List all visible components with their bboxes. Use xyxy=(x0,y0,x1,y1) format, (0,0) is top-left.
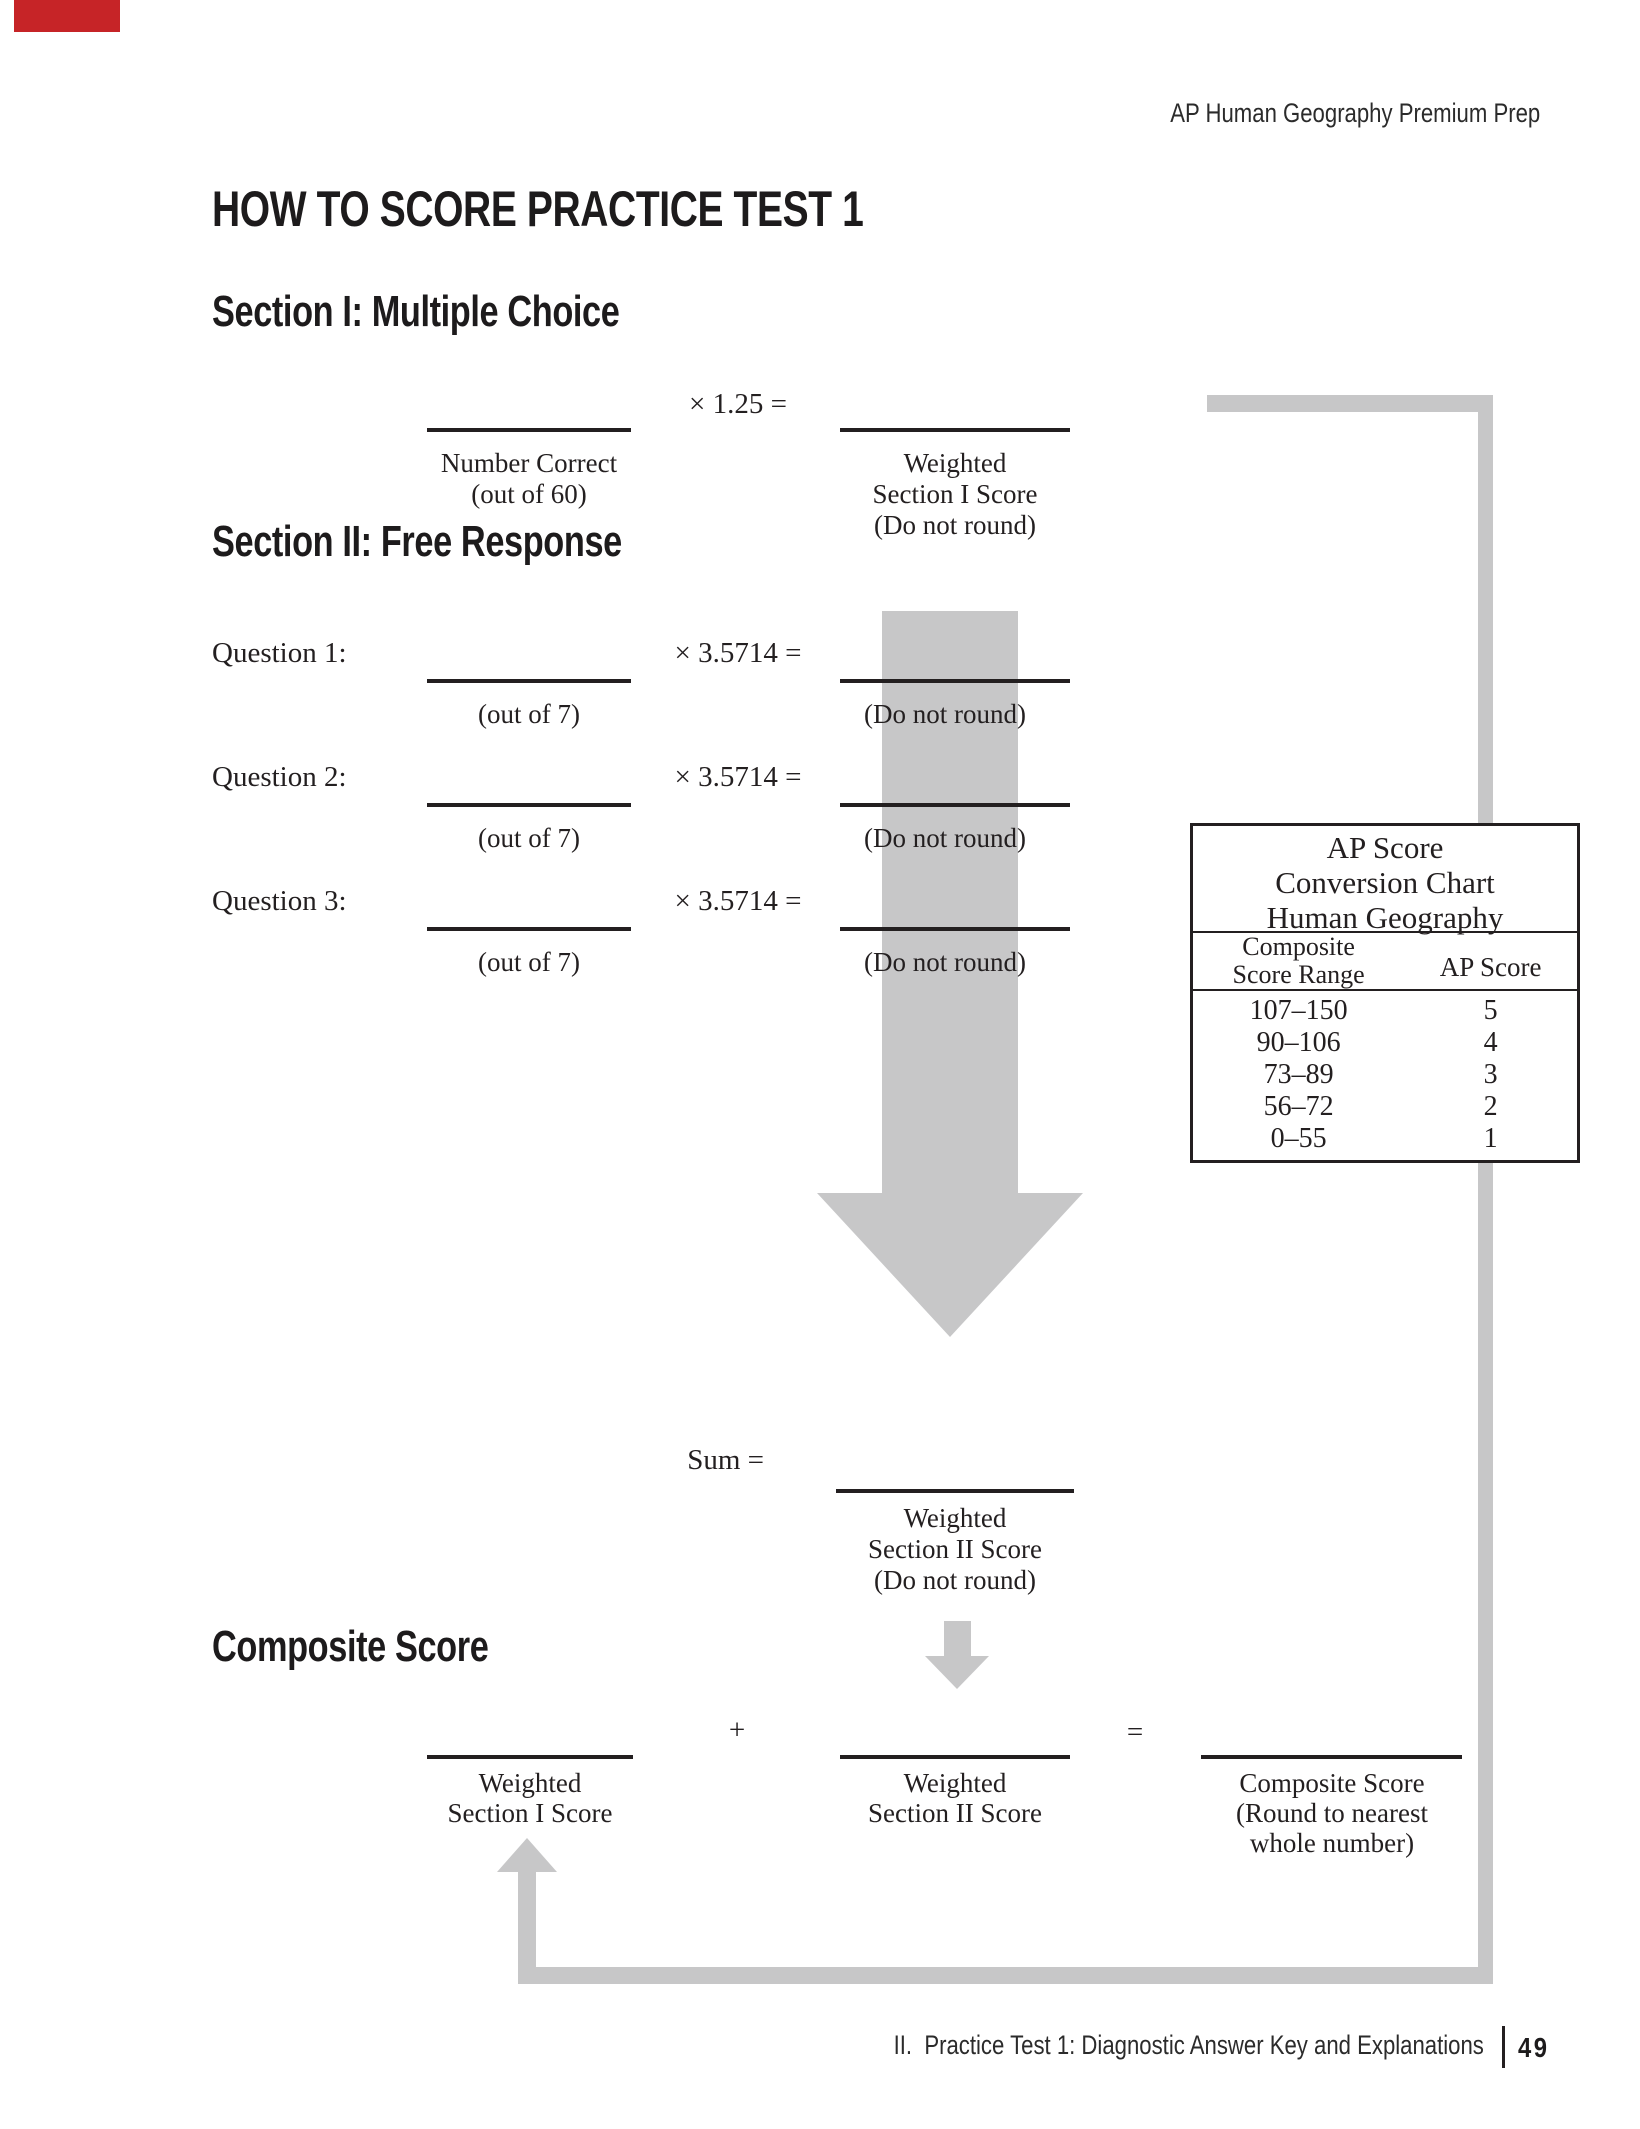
table-row: 0–55 1 xyxy=(1270,1123,1498,1154)
q2-do-not-round-label: (Do not round) xyxy=(864,823,1026,853)
section-i-multiplier: × 1.25 = xyxy=(689,388,787,420)
conversion-chart-rows xyxy=(1193,991,1577,1161)
question-2-label: Question 2: xyxy=(212,761,347,793)
q1-do-not-round-label: (Do not round) xyxy=(864,699,1026,729)
composite-range-column-header: Composite Score Range xyxy=(1232,932,1365,989)
sum-label: Sum = xyxy=(687,1444,764,1476)
q2-out-of-label: (out of 7) xyxy=(478,823,580,853)
answer-blank-q2-weighted xyxy=(840,803,1070,807)
answer-blank-composite-term1 xyxy=(427,1755,633,1759)
weighted-section-i-label: Weighted Section I Score (Do not round) xyxy=(872,448,1038,540)
table-row: 73–89 3 xyxy=(1263,1059,1498,1090)
table-row: 56–72 2 xyxy=(1263,1091,1498,1122)
small-down-arrow-icon xyxy=(944,1621,971,1657)
ap-score-conversion-chart xyxy=(1190,823,1580,1163)
red-corner-tab xyxy=(14,0,120,32)
up-arrow-head-icon xyxy=(497,1838,557,1872)
composite-term1-label: Weighted Section I Score xyxy=(447,1768,613,1828)
page-number: 49 xyxy=(1518,2032,1550,2063)
connector-bottom-bar xyxy=(518,1967,1493,1984)
table-row: 107–150 5 xyxy=(1249,995,1498,1026)
answer-blank-sum xyxy=(836,1489,1074,1493)
question-3-label: Question 3: xyxy=(212,885,347,917)
q1-out-of-label: (out of 7) xyxy=(478,699,580,729)
answer-blank-q2-raw xyxy=(427,803,631,807)
up-arrow-shaft-icon xyxy=(518,1872,536,1984)
answer-blank-composite-result xyxy=(1201,1755,1462,1759)
question-3-multiplier: × 3.5714 = xyxy=(674,885,802,917)
conversion-chart-header-row xyxy=(1193,933,1577,991)
page-title: HOW TO SCORE PRACTICE TEST 1 xyxy=(212,181,864,237)
q3-do-not-round-label: (Do not round) xyxy=(864,947,1026,977)
plus-sign: + xyxy=(728,1714,746,1746)
big-down-arrow-head-icon xyxy=(817,1193,1083,1337)
running-header: AP Human Geography Premium Prep xyxy=(1170,98,1540,128)
q3-out-of-label: (out of 7) xyxy=(478,947,580,977)
footer-breadcrumb: II. Practice Test 1: Diagnostic Answer Key and Explanations xyxy=(893,2030,1484,2060)
answer-blank-q1-raw xyxy=(427,679,631,683)
connector-top-bar xyxy=(1207,395,1493,412)
equals-sign: = xyxy=(1126,1716,1144,1748)
footer-divider xyxy=(1502,2026,1505,2068)
answer-blank-q3-raw xyxy=(427,927,631,931)
question-1-label: Question 1: xyxy=(212,637,347,669)
table-row: 90–106 4 xyxy=(1256,1027,1498,1058)
weighted-section-ii-label: Weighted Section II Score (Do not round) xyxy=(868,1503,1042,1595)
answer-blank-q1-weighted xyxy=(840,679,1070,683)
answer-blank-weighted-section-i xyxy=(840,428,1070,432)
conversion-chart-title: AP Score Conversion Chart Human Geography xyxy=(1193,826,1577,933)
section-i-heading: Section I: Multiple Choice xyxy=(212,287,620,336)
small-down-arrow-head-icon xyxy=(925,1656,989,1689)
number-correct-label: Number Correct (out of 60) xyxy=(440,448,618,509)
composite-term2-label: Weighted Section II Score xyxy=(868,1768,1042,1828)
answer-blank-number-correct xyxy=(427,428,631,432)
question-2-multiplier: × 3.5714 = xyxy=(674,761,802,793)
connector-right-bar xyxy=(1478,395,1493,1984)
section-ii-heading: Section II: Free Response xyxy=(212,517,622,566)
answer-blank-q3-weighted xyxy=(840,927,1070,931)
composite-result-label: Composite Score (Round to nearest whole number) xyxy=(1236,1768,1428,1858)
answer-blank-composite-term2 xyxy=(840,1755,1070,1759)
question-1-multiplier: × 3.5714 = xyxy=(674,637,802,669)
ap-score-column-header: AP Score xyxy=(1439,952,1542,982)
composite-score-heading: Composite Score xyxy=(212,1622,489,1671)
